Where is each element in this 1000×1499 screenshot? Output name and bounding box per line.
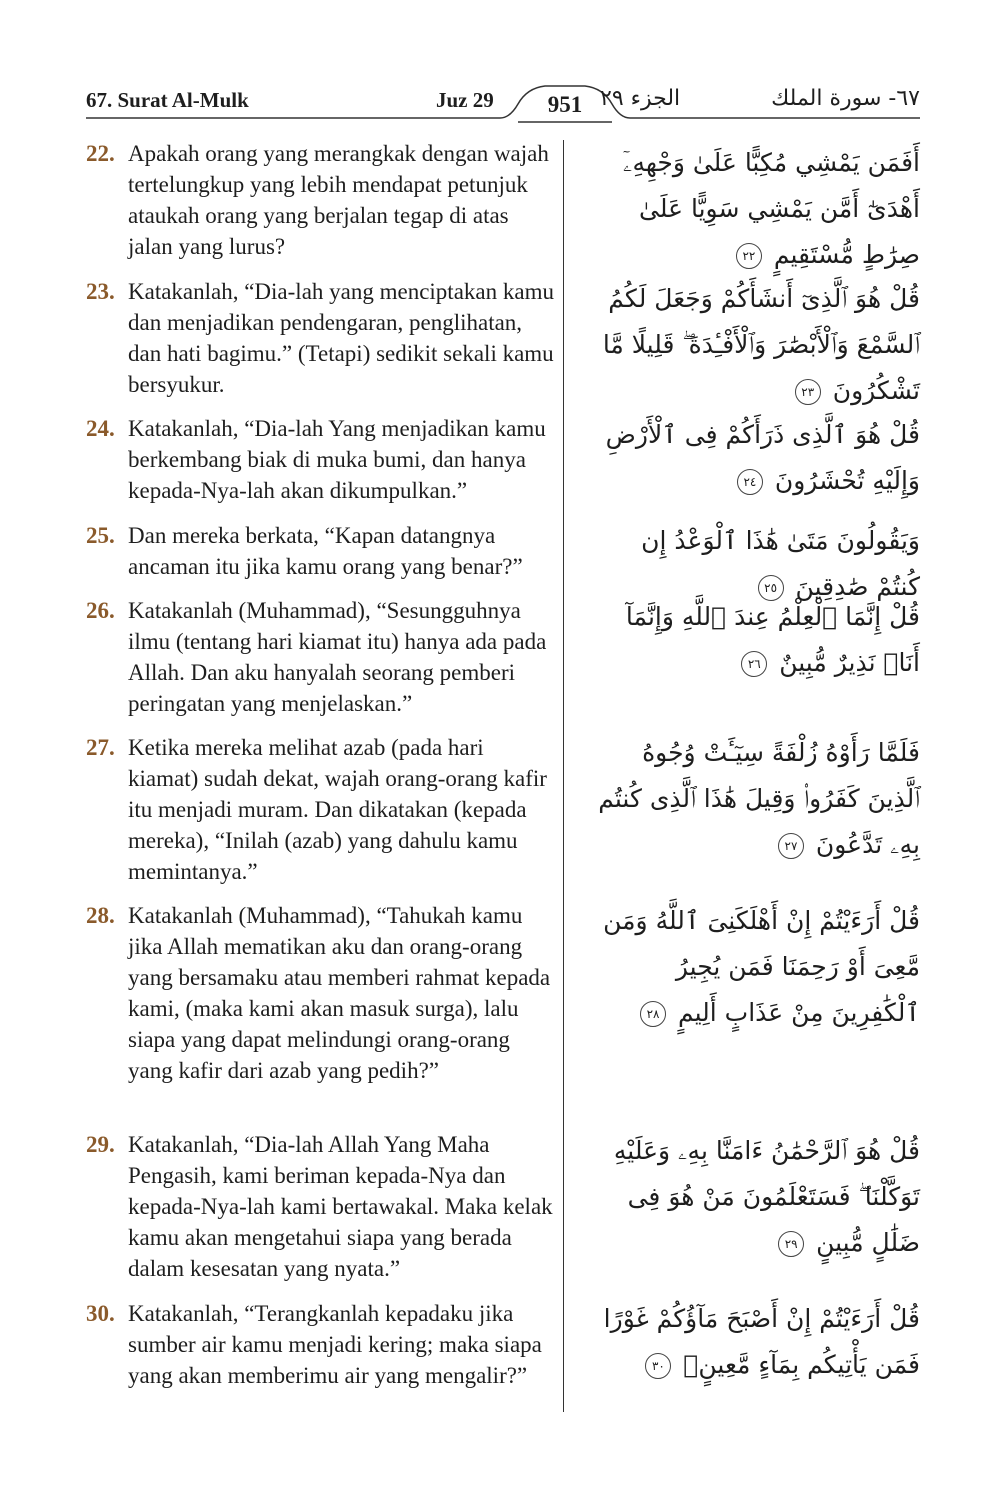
verse-translation bbox=[86, 595, 558, 719]
surah-title-arabic: ٦٧- سورة الملك bbox=[771, 86, 920, 111]
ayah-end-marker: ٣٠ bbox=[645, 1353, 671, 1379]
verse-translation bbox=[86, 520, 558, 582]
ayah-end-marker: ٢٤ bbox=[737, 469, 763, 495]
verse-text: Katakanlah, “Terangkanlah kepadaku jika sumber air kamu menjadi kering; maka siapa yang akan memberimu air yang mengalir?” bbox=[128, 1301, 542, 1388]
verse-text: Apakah orang yang merangkak dengan wajah tertelungkup yang lebih mendapat petunjuk ataukah orang yang berjalan tegap di atas jalan yang lurus? bbox=[128, 141, 549, 259]
arabic-verse bbox=[590, 1296, 920, 1388]
verse-number: 23. bbox=[86, 279, 115, 304]
arabic-text: قُلْ هُوَ ٱلرَّحْمَٰنُ ءَامَنَّا بِهِۦ وَعَلَيْهِ تَوَكَّلْنَا ۖ فَسَتَعْلَمُونَ مَنْ هُوَ فِى ضَلَٰلٍ مُّبِينٍ bbox=[613, 1136, 920, 1257]
arabic-text: قُلْ أَرَءَيْتُمْ إِنْ أَهْلَكَنِىَ ٱللَّهُ وَمَن مَّعِىَ أَوْ رَحِمَنَا فَمَن يُجِيرُ ٱلْكَٰفِرِينَ مِنْ عَذَابٍ أَلِيمٍ bbox=[603, 906, 920, 1027]
arabic-verse bbox=[590, 594, 920, 686]
arabic-text: وَيَقُولُونَ مَتَىٰ هَٰذَا ٱلْوَعْدُ إِن كُنتُمْ صَٰدِقِينَ bbox=[641, 526, 920, 601]
juz-label: Juz 29 bbox=[436, 88, 494, 112]
verse-text: Dan mereka berkata, “Kapan datangnya ancaman itu jika kamu orang yang benar?” bbox=[128, 523, 523, 579]
ayah-end-marker: ٢٧ bbox=[778, 833, 804, 859]
arabic-verse bbox=[590, 730, 920, 868]
surah-title-latin: 67. Surat Al-Mulk bbox=[86, 88, 249, 112]
ayah-end-marker: ٢٥ bbox=[758, 575, 784, 601]
arabic-text: قُلْ هُوَ ٱلَّذِىٓ أَنشَأَكُمْ وَجَعَلَ لَكُمُ ٱلسَّمْعَ وَٱلْأَبْصَٰرَ وَٱلْأَفْـِٔدَةَ ۖ قَلِيلًا مَّا تَشْكُرُونَ bbox=[602, 284, 920, 405]
juz-label-arabic: الجزء ٢٩ bbox=[600, 86, 681, 111]
ayah-end-marker: ٢٣ bbox=[795, 379, 821, 405]
ayah-end-marker: ٢٢ bbox=[736, 243, 762, 269]
page-number: 951 bbox=[547, 92, 583, 117]
page-header bbox=[0, 0, 1000, 130]
verse-number: 26. bbox=[86, 598, 115, 623]
arabic-text: قُلْ أَرَءَيْتُمْ إِنْ أَصْبَحَ مَآؤُكُمْ غَوْرًا فَمَن يَأْتِيكُم بِمَآءٍ مَّعِينٍۭ bbox=[603, 1304, 920, 1379]
verse-translation bbox=[86, 413, 558, 506]
arabic-verse bbox=[590, 276, 920, 414]
arabic-verse bbox=[590, 412, 920, 504]
ayah-end-marker: ٢٩ bbox=[778, 1231, 804, 1257]
verse-translation bbox=[86, 138, 558, 262]
arabic-verse bbox=[590, 140, 920, 278]
arabic-verse bbox=[590, 898, 920, 1036]
verse-text: Katakanlah, “Dia-lah Yang menjadikan kamu berkembang biak di muka bumi, dan hanya kepada-Nya-lah akan dikumpulkan.” bbox=[128, 416, 546, 503]
verse-number: 29. bbox=[86, 1132, 115, 1157]
arabic-text: أَفَمَن يَمْشِي مُكِبًّا عَلَىٰ وَجْهِهِۦٓ أَهْدَىٰٓ أَمَّن يَمْشِي سَوِيًّا عَلَىٰ صِرَٰطٍ مُّسْتَقِيمٍ bbox=[622, 148, 920, 269]
verse-text: Ketika mereka melihat azab (pada hari kiamat) sudah dekat, wajah orang-orang kafir itu menjadi muram. Dan dikatakan (kepada mereka), “Inilah (azab) yang dahulu kamu memintanya.” bbox=[128, 735, 547, 884]
arabic-text: فَلَمَّا رَأَوْهُ زُلْفَةً سِيٓـَٔتْ وُجُوهُ ٱلَّذِينَ كَفَرُوا۟ وَقِيلَ هَٰذَا ٱلَّذِى كُنتُم بِهِۦ تَدَّعُونَ bbox=[598, 738, 920, 859]
verse-number: 27. bbox=[86, 735, 115, 760]
verse-translation bbox=[86, 1129, 558, 1284]
verse-translation bbox=[86, 276, 558, 400]
verse-number: 22. bbox=[86, 141, 115, 166]
verse-text: Katakanlah (Muhammad), “Tahukah kamu jika Allah mematikan aku dan orang-orang yang bersamaku atau memberi rahmat kepada kami, (maka kami akan masuk surga), lalu siapa yang dapat melindungi orang-orang yang kafir dari azab yang pedih?” bbox=[128, 903, 551, 1083]
verse-number: 30. bbox=[86, 1301, 115, 1326]
arabic-verse bbox=[590, 1128, 920, 1266]
verse-number: 28. bbox=[86, 903, 115, 928]
ayah-end-marker: ٢٦ bbox=[741, 651, 767, 677]
arabic-text: قُلْ هُوَ ٱلَّذِى ذَرَأَكُمْ فِى ٱلْأَرْضِ وَإِلَيْهِ تُحْشَرُونَ bbox=[605, 420, 920, 495]
verse-text: Katakanlah, “Dia-lah Allah Yang Maha Pengasih, kami beriman kepada-Nya dan kepada-Nya-lah kami bertawakal. Maka kelak kamu akan mengetahui siapa yang berada dalam kesesatan yang nyata.” bbox=[128, 1132, 553, 1281]
verse-number: 24. bbox=[86, 416, 115, 441]
verse-text: Katakanlah (Muhammad), “Sesungguhnya ilmu (tentang hari kiamat itu) hanya ada pada Allah. Dan aku hanyalah seorang pemberi peringatan yang menjelaskan.” bbox=[128, 598, 547, 716]
verse-number: 25. bbox=[86, 523, 115, 548]
column-divider bbox=[563, 140, 564, 1412]
verse-translation bbox=[86, 1298, 558, 1391]
arabic-text: قُلْ إِنَّمَا ٱلْعِلْمُ عِندَ ٱللَّهِ وَإِنَّمَآ أَنَا۠ نَذِيرٌ مُّبِينٌ bbox=[625, 602, 920, 677]
ayah-end-marker: ٢٨ bbox=[640, 1001, 666, 1027]
verse-text: Katakanlah, “Dia-lah yang menciptakan kamu dan menjadikan pendengaran, penglihatan, dan hati bagimu.” (Tetapi) sedikit sekali kamu bersyukur. bbox=[128, 279, 554, 397]
verse-translation bbox=[86, 900, 558, 1086]
verse-translation bbox=[86, 732, 558, 887]
